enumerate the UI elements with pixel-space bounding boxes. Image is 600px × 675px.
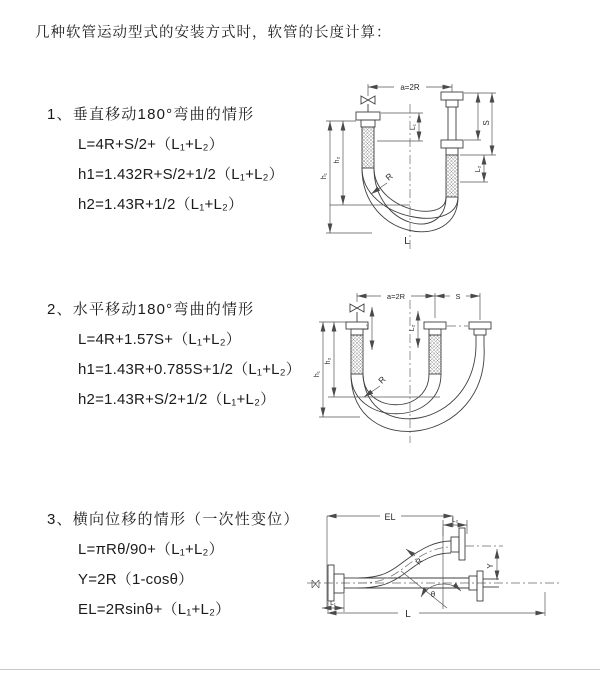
section-lateral-displacement	[47, 509, 300, 625]
angle-theta-label: θ	[430, 590, 436, 599]
upper-right-flange	[451, 528, 465, 560]
right-flange-fitting	[441, 92, 463, 197]
radius-leader	[371, 183, 387, 194]
dim-l1	[377, 113, 423, 141]
dim-l2-label: L₂	[451, 517, 459, 524]
section-2-heading: 2、水平移动180°弯曲的情形	[47, 301, 255, 318]
dim-l	[327, 592, 545, 620]
dim-el-label: EL	[384, 512, 396, 522]
dim-h2-label: h₂	[334, 156, 341, 164]
formula-length: L=4R+S/2+（L₁+L₂）	[78, 136, 224, 153]
middle-flange-fitting	[424, 322, 446, 374]
diagram-vertical-180-bend	[300, 72, 580, 257]
section-1-heading: 1、垂直移动180°弯曲的情形	[47, 106, 255, 123]
dim-l2-label: L₂	[409, 324, 416, 332]
length-label: L	[404, 236, 410, 247]
dim-l2-label: L₂	[475, 165, 482, 173]
formula-length: L=4R+1.57S+（L₁+L₂）	[78, 331, 241, 348]
valve-icon	[361, 96, 375, 112]
dim-l1-label: L₁	[330, 600, 336, 607]
dim-s	[460, 93, 496, 155]
dim-y	[486, 549, 497, 580]
dim-y-label: Y	[486, 563, 495, 569]
radius-leader	[406, 549, 415, 556]
valve-icon	[350, 304, 364, 322]
dim-h1-h2	[314, 322, 440, 417]
radius-label: R	[376, 374, 388, 386]
dim-l2	[460, 155, 488, 182]
dim-s-label: S	[482, 120, 491, 126]
dim-a2r	[368, 83, 452, 96]
formula-h2: h2=1.43R+1/2（L₁+L₂）	[78, 196, 244, 213]
formula-h1: h1=1.43R+0.785S+1/2（L₁+L₂）	[78, 361, 301, 378]
formula-el: EL=2Rsinθ+（L₁+L₂）	[78, 601, 231, 618]
lower-right-flange	[469, 571, 499, 601]
valve-icon	[312, 580, 319, 588]
formula-length: L=πRθ/90+（L₁+L₂）	[78, 541, 224, 558]
section-3-heading: 3、横向位移的情形（一次性变位）	[47, 511, 300, 528]
diagram-horizontal-180-bend	[303, 283, 585, 448]
dim-l1-label: L₁	[410, 123, 417, 131]
right-flange-fitting	[469, 322, 491, 346]
dim-l2	[443, 517, 467, 536]
angle-theta	[401, 527, 461, 609]
left-flange-fitting	[356, 112, 380, 168]
radius-label: R	[413, 556, 425, 567]
formula-h2: h2=1.43R+S/2+1/2（L₁+L₂）	[78, 391, 276, 408]
formula-h1: h1=1.432R+S/2+1/2（L₁+L₂）	[78, 166, 284, 183]
formula-y: Y=2R（1-cosθ）	[78, 571, 194, 588]
dim-s-label: S	[455, 292, 461, 301]
dim-l1	[363, 307, 372, 350]
dim-l1-label: L₁	[363, 323, 370, 331]
footer-divider	[0, 669, 600, 670]
dim-a2r-label: a=2R	[386, 292, 406, 301]
page-title: 几种软管运动型式的安装方式时，软管的长度计算：	[35, 25, 392, 41]
diagram-lateral-displacement	[300, 498, 580, 653]
dim-h1-label: h₁	[314, 370, 321, 378]
dim-l1	[322, 594, 344, 612]
radius-label: R	[383, 170, 395, 183]
dim-a2r-s	[357, 292, 480, 320]
dim-h1-label: h₁	[321, 172, 328, 180]
dim-a2r-label: a=2R	[400, 83, 420, 92]
section-vertical-movement	[47, 104, 284, 220]
section-horizontal-movement	[47, 299, 301, 415]
hose-curves	[351, 346, 484, 431]
dim-l-label: L	[405, 609, 411, 620]
dim-h2-label: h₂	[325, 357, 332, 365]
hose-s-curve	[358, 541, 451, 588]
